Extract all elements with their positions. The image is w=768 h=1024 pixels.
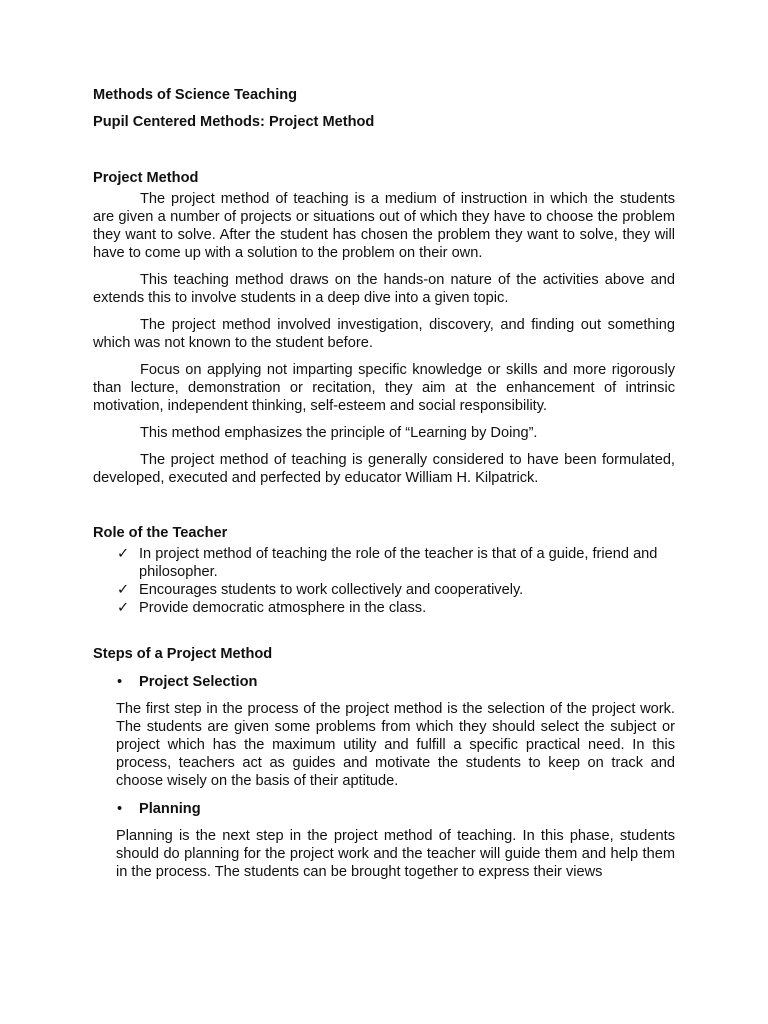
teacher-role-checklist [93,545,675,617]
step-heading-planning [93,800,675,818]
step-paragraph: Planning is the next step in the project method of teaching. In this phase, students should do planning for the project work and the teacher will guide them and help them in the process. The students can be brought together to express their views [116,828,675,880]
paragraph: The project method of teaching is generally considered to have been formulated, developed, executed and perfected by educator William H. Kilpatrick. [93,452,675,486]
checklist-item [117,599,675,617]
paragraph: This teaching method draws on the hands-on nature of the activities above and extends this to involve students in a deep dive into a given topic. [93,272,675,306]
document-subtitle: Pupil Centered Methods: Project Method [93,114,375,130]
document-title: Methods of Science Teaching [93,87,298,103]
checkmark-icon: ✓ [117,582,130,598]
document-page [93,86,675,890]
step-title: Project Selection [139,674,258,690]
paragraph: This method emphasizes the principle of “Learning by Doing”. [140,425,538,441]
checklist-item [117,581,675,599]
project-method-section [93,169,675,487]
steps-section [93,645,675,881]
step-paragraph: The first step in the process of the project method is the selection of the project work. The students are given some problems from which they should select the subject or project which has the maximum utility and fulfill a specific practical need. In this process, teachers act as guides and motivate the students to keep on track and choose wisely on the basis of their aptitude. [116,701,675,789]
teacher-role-section [93,524,675,617]
section-heading-role-of-teacher: Role of the Teacher [93,525,228,541]
checklist-item [117,545,675,581]
checklist-item-text: Encourages students to work collectively and cooperatively. [139,582,524,598]
checkmark-icon: ✓ [117,600,130,616]
section-heading-project-method: Project Method [93,170,199,186]
paragraph: The project method involved investigation, discovery, and finding out something which was not known to the student before. [93,317,675,351]
section-spacer [93,617,675,645]
section-spacer [93,496,675,524]
paragraph: Focus on applying not imparting specific knowledge or skills and more rigorously than lecture, demonstration or recitation, they aim at the enhancement of intrinsic motivation, independent thinking, self-esteem and social responsibility. [93,362,675,414]
step-heading-project-selection [93,673,675,691]
checkmark-icon: ✓ [117,546,130,562]
step-title: Planning [139,801,201,817]
checklist-item-text: In project method of teaching the role of the teacher is that of a guide, friend and philosopher. [139,546,658,580]
checklist-item-text: Provide democratic atmosphere in the class. [139,600,427,616]
bullet-icon: • [117,801,123,817]
bullet-icon: • [117,674,123,690]
section-heading-steps: Steps of a Project Method [93,646,273,662]
paragraph: The project method of teaching is a medium of instruction in which the students are given a number of projects or situations out of which they have to choose the problem they want to solve. After the student has chosen the problem they want to solve, they will have to come up with a solution to the problem on their own. [93,191,675,261]
